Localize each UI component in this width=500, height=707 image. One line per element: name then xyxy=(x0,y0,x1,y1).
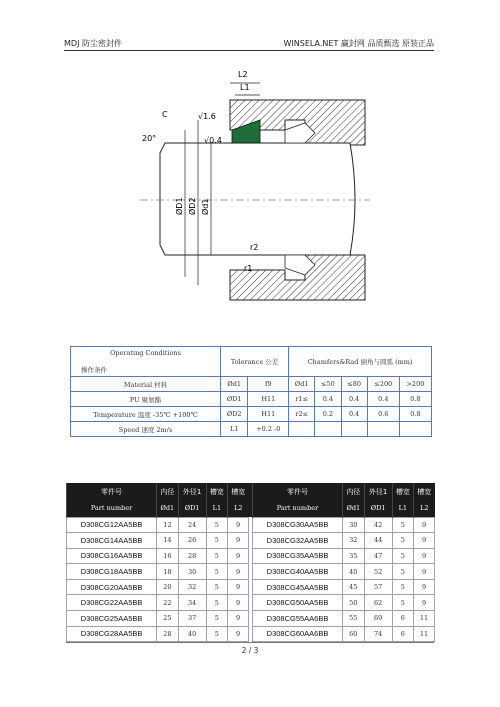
cond-cell: L1 xyxy=(221,422,248,437)
col-head: 内径 xyxy=(343,483,365,500)
table-row xyxy=(67,626,435,642)
seal-cross-section-drawing xyxy=(120,55,390,315)
part-number-cell: D308CG40AA5BB xyxy=(252,564,342,580)
cond-cell: H11 xyxy=(248,407,289,422)
value-cell: 9 xyxy=(414,564,435,580)
dim-r04: √0.4 xyxy=(204,136,222,145)
value-cell: 5 xyxy=(206,517,228,533)
part-number-cell: D308CG20AA5BB xyxy=(67,579,157,595)
value-cell: 9 xyxy=(228,548,249,564)
table-row xyxy=(67,517,435,533)
dim-d1: Ød1 xyxy=(201,198,210,215)
cond-cell xyxy=(399,422,431,437)
chamfer-heading: Chamfers&Rad 倒角与圆弧 (mm) xyxy=(289,347,432,377)
value-cell: 5 xyxy=(206,579,228,595)
part-number-cell: D308CG50AA5BB xyxy=(252,595,342,611)
part-number-cell: D308CG60AA6BB xyxy=(252,626,342,642)
value-cell: 5 xyxy=(392,533,414,549)
value-cell: 37 xyxy=(178,611,206,627)
cond-cell: ØD2 xyxy=(221,407,248,422)
cond-cell: H11 xyxy=(248,392,289,407)
cond-cell: ≤50 xyxy=(315,377,341,392)
value-cell: 9 xyxy=(228,626,249,642)
cond-cell: Ød1 xyxy=(289,377,315,392)
value-cell: 40 xyxy=(343,564,365,580)
value-cell: 57 xyxy=(364,579,392,595)
col-head-en: Part number xyxy=(67,500,157,517)
page-header xyxy=(64,37,434,51)
value-cell: 40 xyxy=(178,626,206,642)
dim-r1: r1 xyxy=(244,264,253,273)
cond-cell xyxy=(367,422,399,437)
cond-cell: Material 材料 xyxy=(71,377,221,392)
header-right-text: WINSELA.NET 赢封网 品质甄选 原装正品 xyxy=(283,39,434,48)
dim-l1: L1 xyxy=(240,83,250,92)
table-row xyxy=(67,611,435,627)
cond-cell: ØD1 xyxy=(221,392,248,407)
col-head-en: Part number xyxy=(252,500,342,517)
value-cell: 24 xyxy=(178,517,206,533)
footer-rule xyxy=(66,642,434,643)
value-cell: 16 xyxy=(157,548,179,564)
value-cell: 74 xyxy=(364,626,392,642)
col-head: 外径1 xyxy=(364,483,392,500)
value-cell: 5 xyxy=(392,548,414,564)
value-cell: 12 xyxy=(157,517,179,533)
value-cell: 69 xyxy=(364,611,392,627)
value-cell: 9 xyxy=(228,533,249,549)
value-cell: 9 xyxy=(228,517,249,533)
value-cell: 9 xyxy=(228,579,249,595)
value-cell: 47 xyxy=(364,548,392,564)
part-number-cell: D308CG12AA5BB xyxy=(67,517,157,533)
part-number-cell: D308CG30AA5BB xyxy=(252,517,342,533)
value-cell: 32 xyxy=(178,579,206,595)
value-cell: 34 xyxy=(178,595,206,611)
part-number-cell: D308CG14AA5BB xyxy=(67,533,157,549)
value-cell: 5 xyxy=(206,533,228,549)
cond-cell: 0.4 xyxy=(315,392,341,407)
value-cell: 9 xyxy=(228,564,249,580)
value-cell: 32 xyxy=(343,533,365,549)
cond-cell: +0.2 -0 xyxy=(248,422,289,437)
op-conditions-heading: Operating Conditions 操作条件 xyxy=(71,347,221,377)
dim-c: C xyxy=(162,110,168,119)
table-row xyxy=(67,595,435,611)
dim-D1: ØD1 xyxy=(175,197,184,215)
value-cell: 6 xyxy=(392,626,414,642)
value-cell: 9 xyxy=(414,548,435,564)
part-number-cell: D308CG25AA5BB xyxy=(67,611,157,627)
table-row xyxy=(67,579,435,595)
value-cell: 28 xyxy=(178,548,206,564)
cond-cell xyxy=(289,422,315,437)
dim-l2: L2 xyxy=(238,70,248,79)
col-head-en: L1 xyxy=(206,500,228,517)
col-head-en: L2 xyxy=(228,500,249,517)
part-number-cell: D308CG18AA5BB xyxy=(67,564,157,580)
value-cell: 60 xyxy=(343,626,365,642)
col-head-en: Ød1 xyxy=(343,500,365,517)
part-number-cell: D308CG55AA6BB xyxy=(252,611,342,627)
part-number-table xyxy=(66,483,435,642)
dim-r16: √1.6 xyxy=(198,112,216,121)
value-cell: 5 xyxy=(206,595,228,611)
cond-cell: ≤200 xyxy=(367,377,399,392)
value-cell: 62 xyxy=(364,595,392,611)
cond-cell: PU 聚氨酯 xyxy=(71,392,221,407)
value-cell: 5 xyxy=(206,611,228,627)
value-cell: 18 xyxy=(157,564,179,580)
col-head: 槽宽 xyxy=(228,483,249,500)
value-cell: 5 xyxy=(392,564,414,580)
col-head: 槽宽 xyxy=(414,483,435,500)
value-cell: 28 xyxy=(157,626,179,642)
value-cell: 25 xyxy=(157,611,179,627)
value-cell: 44 xyxy=(364,533,392,549)
value-cell: 20 xyxy=(157,579,179,595)
value-cell: 26 xyxy=(178,533,206,549)
value-cell: 5 xyxy=(206,626,228,642)
value-cell: 45 xyxy=(343,579,365,595)
col-head-en: ØD1 xyxy=(364,500,392,517)
value-cell: 11 xyxy=(414,611,435,627)
value-cell: 9 xyxy=(414,595,435,611)
col-head: 槽宽 xyxy=(206,483,228,500)
cond-cell: f9 xyxy=(248,377,289,392)
cond-cell: 0.4 xyxy=(341,392,367,407)
col-head-en: Ød1 xyxy=(157,500,179,517)
cond-cell: r2≤ xyxy=(289,407,315,422)
value-cell: 5 xyxy=(206,564,228,580)
part-number-cell: D308CG32AA5BB xyxy=(252,533,342,549)
cond-cell: Temperature 温度 -35℃ +100℃ xyxy=(71,407,221,422)
part-number-cell: D308CG28AA5BB xyxy=(67,626,157,642)
table-row xyxy=(67,533,435,549)
col-head: 零件号 xyxy=(252,483,342,500)
cond-cell: 0.4 xyxy=(367,392,399,407)
value-cell: 5 xyxy=(392,579,414,595)
table-row xyxy=(67,564,435,580)
cond-cell: ≤80 xyxy=(341,377,367,392)
value-cell: 30 xyxy=(343,517,365,533)
value-cell: 6 xyxy=(392,611,414,627)
col-head-en: L1 xyxy=(392,500,414,517)
col-head: 槽宽 xyxy=(392,483,414,500)
page-number: 2 / 3 xyxy=(241,646,259,655)
cond-cell xyxy=(341,422,367,437)
cond-cell: >200 xyxy=(399,377,431,392)
value-cell: 9 xyxy=(414,517,435,533)
value-cell: 5 xyxy=(392,595,414,611)
value-cell: 30 xyxy=(178,564,206,580)
value-cell: 55 xyxy=(343,611,365,627)
value-cell: 9 xyxy=(228,595,249,611)
value-cell: 22 xyxy=(157,595,179,611)
table-row xyxy=(67,548,435,564)
col-head: 内径 xyxy=(157,483,179,500)
col-head: 外径1 xyxy=(178,483,206,500)
value-cell: 42 xyxy=(364,517,392,533)
part-number-cell: D308CG22AA5BB xyxy=(67,595,157,611)
value-cell: 9 xyxy=(228,611,249,627)
part-number-cell: D308CG16AA5BB xyxy=(67,548,157,564)
cond-cell: 0.6 xyxy=(367,407,399,422)
col-head: 零件号 xyxy=(67,483,157,500)
dim-r2: r2 xyxy=(250,243,259,252)
header-left-text: MDJ 防尘密封件 xyxy=(64,39,122,48)
operating-conditions-table xyxy=(70,346,432,437)
value-cell: 52 xyxy=(364,564,392,580)
cond-cell: 0.2 xyxy=(315,407,341,422)
value-cell: 9 xyxy=(414,533,435,549)
cond-cell xyxy=(315,422,341,437)
dim-angle: 20° xyxy=(142,134,157,143)
cond-cell: Ød1 xyxy=(221,377,248,392)
cond-cell: Speed 速度 2m/s xyxy=(71,422,221,437)
value-cell: 5 xyxy=(206,548,228,564)
part-number-cell: D308CG45AA5BB xyxy=(252,579,342,595)
value-cell: 5 xyxy=(392,517,414,533)
value-cell: 9 xyxy=(414,579,435,595)
value-cell: 11 xyxy=(414,626,435,642)
value-cell: 35 xyxy=(343,548,365,564)
col-head-en: ØD1 xyxy=(178,500,206,517)
value-cell: 50 xyxy=(343,595,365,611)
cond-cell: 0.8 xyxy=(399,392,431,407)
cond-cell: 0.8 xyxy=(399,407,431,422)
cond-cell: r1≤ xyxy=(289,392,315,407)
cond-cell: 0.4 xyxy=(341,407,367,422)
dim-D2: ØD2 xyxy=(188,197,197,215)
col-head-en: L2 xyxy=(414,500,435,517)
tolerance-heading: Tolerance 公差 xyxy=(221,347,289,377)
value-cell: 14 xyxy=(157,533,179,549)
part-number-cell: D308CG35AA5BB xyxy=(252,548,342,564)
